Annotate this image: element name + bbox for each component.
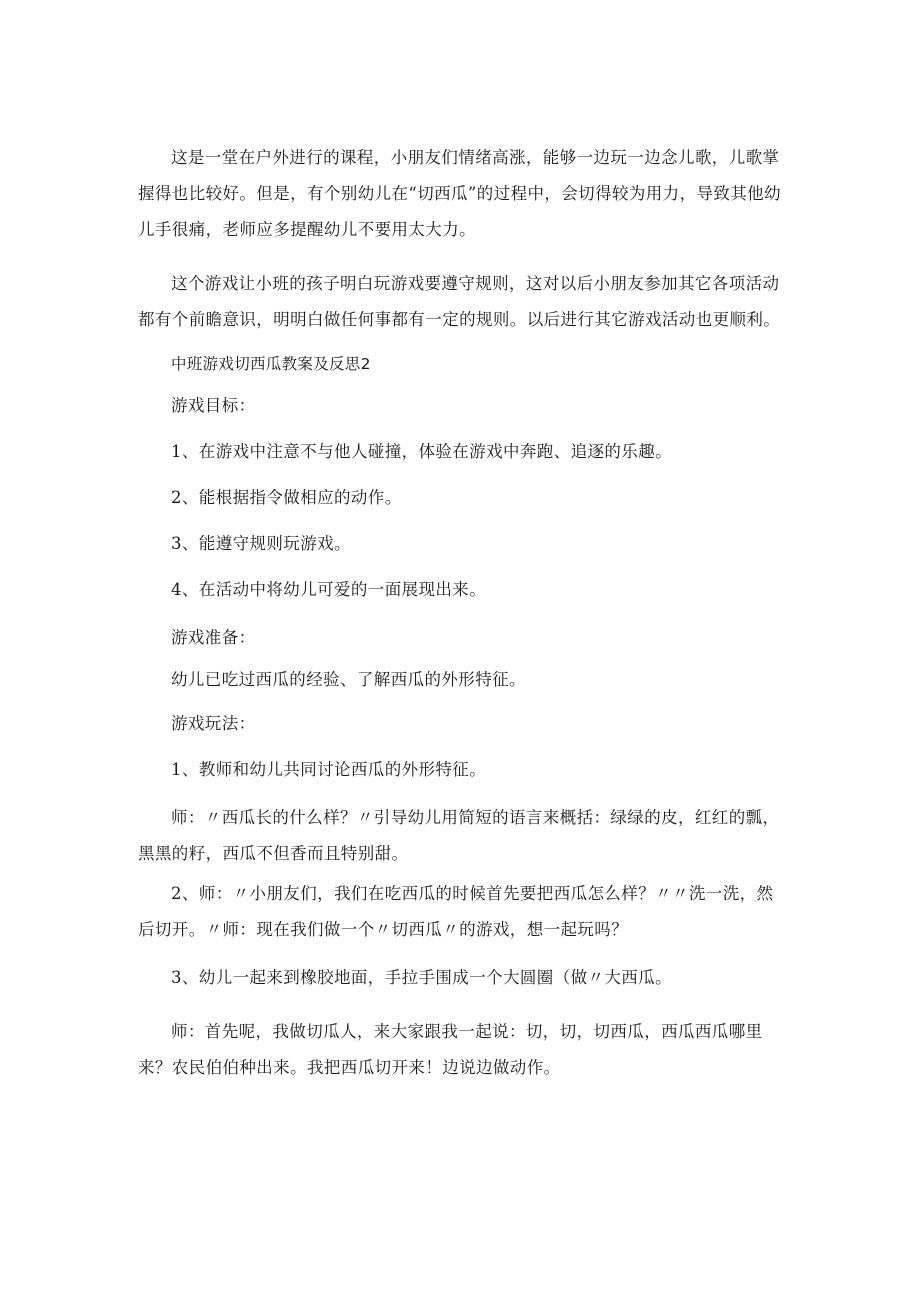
goal-item-2: 2、能根据指令做相应的动作。 — [171, 488, 402, 507]
paragraph-reflection-2: 这个游戏让小班的孩子明白玩游戏要遵守规则，这对以后小朋友参加其它各项活动都有个前瞻意识，明明白做任何事都有一定的规则。以后进行其它游戏活动也更顺利。 — [138, 274, 781, 329]
heading-game-preparation: 游戏准备： — [171, 628, 256, 647]
preparation-text: 幼儿已吃过西瓜的经验、了解西瓜的外形特征。 — [171, 670, 526, 689]
paragraph-reflection-1: 这是一堂在户外进行的课程，小朋友们情绪高涨，能够一边玩一边念儿歌，儿歌掌握得也比较好。但是，有个别幼儿在“切西瓜”的过程中，会切得较为用力，导致其他幼儿手很痛，老师应多提醒幼儿不要用太大力。 — [138, 148, 781, 239]
heading-game-play: 游戏玩法： — [171, 714, 256, 733]
goal-item-3: 3、能遵守规则玩游戏。 — [171, 534, 351, 553]
play-step-2: 2、师：〃小朋友们，我们在吃西瓜的时候首先要把西瓜怎么样？〃〃洗一洗，然后切开。〃师：现在我们做一个〃切西瓜〃的游戏，想一起玩吗？ — [138, 884, 774, 939]
teacher-dialogue-1: 师：〃西瓜长的什么样？〃引导幼儿用简短的语言来概括：绿绿的皮，红红的瓢，黑黑的籽，西瓜不但香而且特别甜。 — [138, 808, 780, 863]
play-step-1: 1、教师和幼儿共同讨论西瓜的外形特征。 — [171, 760, 487, 779]
heading-game-goals: 游戏目标： — [171, 396, 256, 415]
goal-item-4: 4、在活动中将幼儿可爱的一面展现出来。 — [171, 580, 487, 599]
goal-item-1: 1、在游戏中注意不与他人碰撞，体验在游戏中奔跑、追逐的乐趣。 — [171, 442, 672, 461]
section-title: 中班游戏切西瓜教案及反思2 — [171, 355, 371, 373]
teacher-dialogue-2: 师：首先呢，我做切瓜人，来大家跟我一起说：切，切，切西瓜，西瓜西瓜哪里来？农民伯伯种出来。我把西瓜切开来！边说边做动作。 — [138, 1022, 763, 1077]
play-step-3: 3、幼儿一起来到橡胶地面，手拉手围成一个大圆圈（做〃大西瓜。 — [171, 968, 672, 987]
